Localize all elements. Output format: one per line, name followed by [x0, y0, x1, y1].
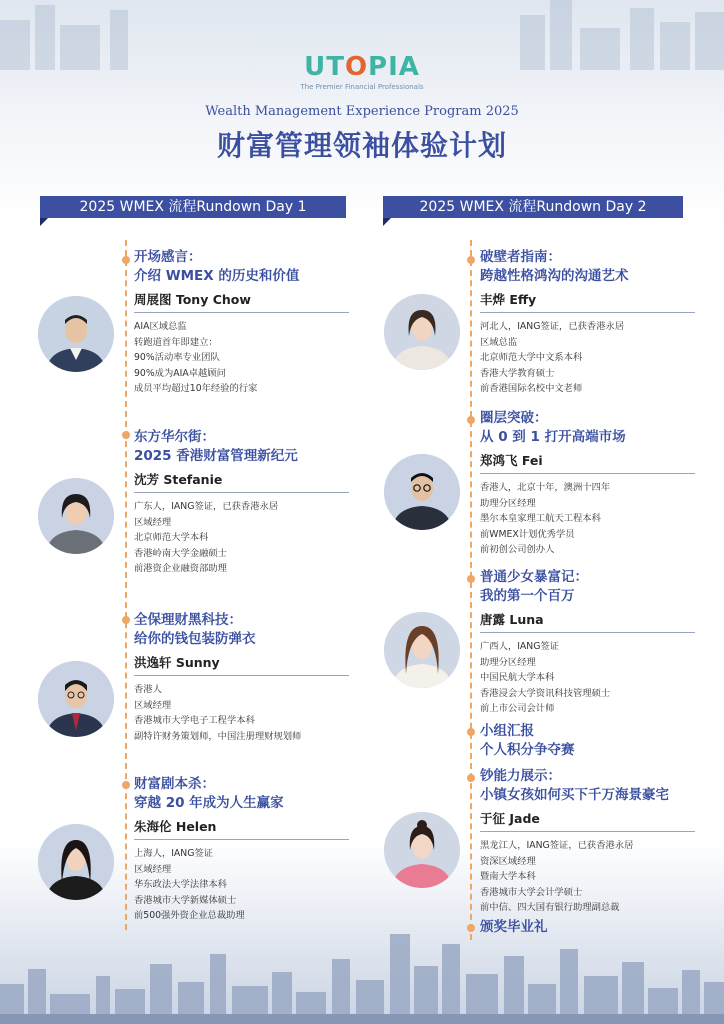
speaker-name: 沈芳 Stefanie	[134, 470, 349, 493]
timeline-dot	[467, 728, 475, 736]
speaker-name: 周展图 Tony Chow	[134, 290, 349, 313]
day1-timeline	[125, 240, 127, 930]
bio-line: 香港大学教育硕士	[480, 367, 555, 379]
bio-line: 黑龙江人，IANG签证，已获香港永居	[480, 840, 634, 851]
bio-line: 区域总监	[480, 336, 518, 348]
city-skyline-image	[0, 914, 724, 1024]
session-topic: 跨越性格鸿沟的沟通艺术	[480, 268, 629, 284]
bio-line: 资深区域经理	[480, 855, 536, 867]
logo-tagline: The Premier Financial Professionals	[300, 83, 424, 91]
session-topic: 小镇女孩如何买下千万海景豪宅	[480, 787, 669, 803]
day2-session-2	[480, 409, 695, 558]
speaker-photo-effy	[384, 294, 460, 370]
bio-line: 区域经理	[134, 516, 172, 528]
timeline-dot	[467, 416, 475, 424]
session-topic: 从 0 到 1 打开高端市场	[480, 429, 626, 445]
bio-line: AIA区域总监	[134, 321, 187, 332]
speaker-name: 于征 Jade	[480, 809, 695, 832]
session-title: 圈层突破：	[480, 410, 548, 426]
session-topic: 给你的钱包装防弹衣	[134, 631, 256, 647]
speaker-photo-fei	[384, 454, 460, 530]
bio-line: 前WMEX计划优秀学员	[480, 528, 575, 540]
speaker-bio	[134, 319, 349, 397]
session-title: 全保理财黑科技：	[134, 612, 242, 628]
day1-heading: 2025 WMEX 流程Rundown Day 1	[40, 196, 346, 218]
session-topic: 介绍 WMEX 的历史和价值	[134, 268, 300, 284]
bio-line: 助理分区经理	[480, 656, 536, 668]
bio-line: 前港资企业融资部助理	[134, 563, 227, 574]
bio-line: 暨南大学本科	[480, 871, 536, 882]
timeline-dot	[467, 256, 475, 264]
bio-line: 90%活动率专业团队	[134, 352, 220, 363]
bio-line: 广东人，IANG签证，已获香港永居	[134, 501, 279, 512]
day1-session-1	[134, 248, 349, 397]
bio-line: 香港城市大学新媒体硕士	[134, 894, 237, 906]
bio-line: 香港城市大学会计学硕士	[480, 886, 583, 898]
session-title: 东方华尔街：	[134, 429, 215, 445]
bio-line: 助理分区经理	[480, 497, 536, 509]
speaker-photo-helen	[38, 824, 114, 900]
bio-line: 香港岭南大学金融硕士	[134, 547, 227, 559]
bio-line: 中国民航大学本科	[480, 672, 555, 683]
bio-line: 北京师范大学本科	[134, 532, 209, 543]
bio-line: 90%成为AIA卓越顾问	[134, 367, 226, 379]
day2-session-1	[480, 248, 695, 397]
bio-line: 上海人，IANG签证	[134, 848, 214, 859]
bio-line: 河北人，IANG签证，已获香港永居	[480, 321, 625, 332]
day2-timeline	[470, 240, 472, 940]
session-title: 钞能力展示：	[480, 768, 561, 784]
day2-heading: 2025 WMEX 流程Rundown Day 2	[383, 196, 683, 218]
speaker-name: 丰烨 Effy	[480, 290, 695, 313]
brand-logo	[0, 52, 724, 91]
timeline-dot	[122, 781, 130, 789]
bio-line: 广西人，IANG签证	[480, 641, 560, 652]
bio-line: 前上市公司会计师	[480, 703, 555, 714]
session-title: 财富剧本杀：	[134, 776, 215, 792]
speaker-name: 洪逸轩 Sunny	[134, 653, 349, 676]
speaker-photo-sunny	[38, 661, 114, 737]
day1-session-3	[134, 611, 349, 744]
bio-line: 香港人，北京十年，澳洲十四年	[480, 482, 611, 493]
speaker-bio	[480, 838, 695, 916]
bio-line: 前初创公司创办人	[480, 544, 555, 555]
timeline-dot	[122, 616, 130, 624]
program-subtitle: Wealth Management Experience Program 2025	[205, 104, 519, 119]
day1-session-4	[134, 775, 349, 924]
timeline-dot	[467, 774, 475, 782]
speaker-bio	[480, 639, 695, 717]
speaker-name: 唐露 Luna	[480, 610, 695, 633]
speaker-bio	[134, 846, 349, 924]
speaker-bio	[480, 319, 695, 397]
points-race-item: 个人积分争夺赛	[480, 742, 575, 758]
timeline-dot	[122, 431, 130, 439]
session-title: 普通少女暴富记：	[480, 569, 588, 585]
bio-line: 副特许财务策划师，中国注册理财规划师	[134, 730, 302, 742]
speaker-name: 郑鸿飞 Fei	[480, 451, 695, 474]
speaker-photo-luna	[384, 612, 460, 688]
program-title: 财富管理领袖体验计划	[216, 129, 507, 162]
speaker-photo-stefanie	[38, 478, 114, 554]
session-topic: 我的第一个百万	[480, 588, 575, 604]
bio-line: 北京师范大学中文系本科	[480, 352, 583, 363]
speaker-name: 朱海伦 Helen	[134, 817, 349, 840]
speaker-photo-tony	[38, 296, 114, 372]
speaker-bio	[134, 682, 349, 744]
speaker-bio	[134, 499, 349, 577]
bio-line: 华东政法大学法律本科	[134, 879, 227, 890]
session-title: 开场感言：	[134, 249, 202, 265]
timeline-dot	[467, 575, 475, 583]
group-report-item: 小组汇报	[480, 723, 534, 739]
logo-wordmark: UTOPIA	[304, 52, 420, 82]
day1-session-2	[134, 428, 349, 577]
graduation-item: 颁奖毕业礼	[480, 919, 548, 935]
bio-line: 墨尔本皇家理工航天工程本科	[480, 513, 601, 524]
bio-line: 香港浸会大学资讯科技管理硕士	[480, 687, 611, 699]
day2-session-4	[480, 767, 695, 916]
session-title: 破壁者指南：	[480, 249, 561, 265]
bio-line: 区域经理	[134, 863, 172, 875]
speaker-photo-jade	[384, 812, 460, 888]
bio-line: 转跑道首年即建立：	[134, 336, 218, 348]
day2-session-3	[480, 568, 695, 717]
bio-line: 区域经理	[134, 699, 172, 711]
session-topic: 穿越 20 年成为人生赢家	[134, 795, 284, 811]
bio-line: 前香港国际名校中文老师	[480, 383, 583, 394]
timeline-dot	[122, 256, 130, 264]
speaker-bio	[480, 480, 695, 558]
bio-line: 香港人	[134, 684, 162, 695]
session-topic: 2025 香港财富管理新纪元	[134, 448, 298, 464]
bio-line: 成员平均超过10年经验的行家	[134, 383, 258, 394]
bio-line: 前500强外资企业总裁助理	[134, 910, 245, 921]
bio-line: 前中信、四大国有银行助理副总裁	[480, 902, 620, 913]
bio-line: 香港城市大学电子工程学本科	[134, 715, 255, 726]
